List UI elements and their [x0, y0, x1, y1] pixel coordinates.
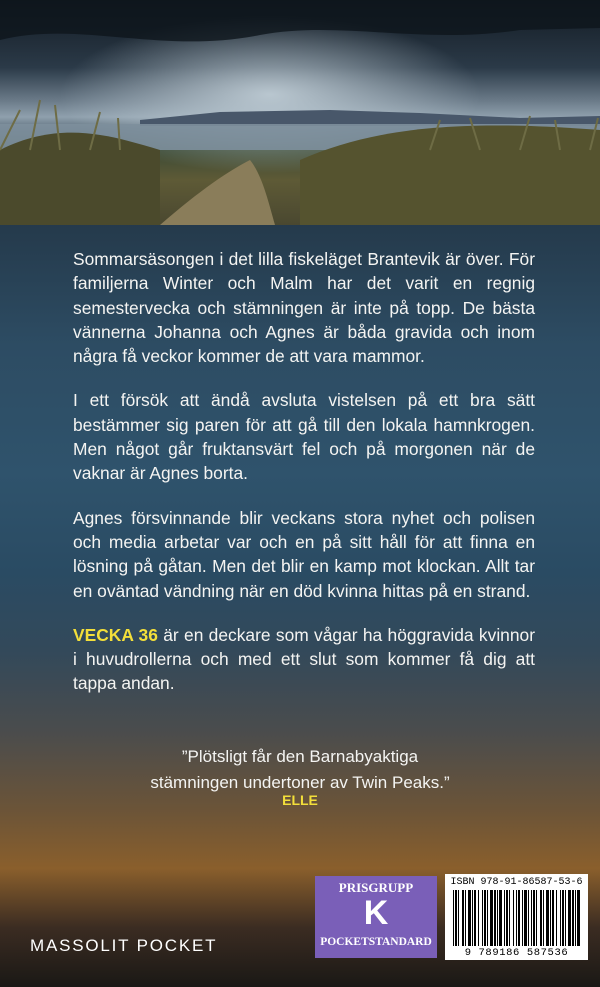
- barcode-icon: [453, 890, 580, 946]
- review-quote-line-1: ”Plötsligt får den Barnabyaktiga: [181, 747, 419, 766]
- isbn-barcode-block: [445, 874, 588, 960]
- landscape-illustration: [0, 0, 600, 225]
- review-source: ELLE: [282, 792, 318, 808]
- isbn-label: ISBN 978-91-86587-53-6: [450, 877, 583, 888]
- publisher-name: MASSOLIT POCKET: [30, 936, 218, 955]
- isbn-digits: 9 789186 587536: [464, 947, 569, 959]
- price-group-label: PRISGRUPP: [338, 880, 414, 895]
- synopsis-paragraph-3: Agnes försvinnande blir veckans stora nyhet och polisen och media arbetar var och en på sitt håll för att finna en lösning på gåtan. Men det blir en kamp mot klockan. Allt tar en oväntad vändning när en död kvinna hittas på en strand.: [73, 507, 535, 601]
- price-group-letter: K: [363, 894, 389, 932]
- synopsis-paragraph-1: Sommarsäsongen i det lilla fiskeläget Brantevik är över. För familjerna Winter och Malm har det varit en regnig semestervecka och stämningen är inte på topp. De bästa vännerna Johanna och Agnes är båda gravida och inom några få veckor kommer de att vara mammor.: [73, 249, 535, 367]
- cover-photo-beach-dunes: [0, 0, 600, 225]
- synopsis-paragraph-4: [73, 623, 535, 696]
- synopsis-paragraph-4-text: är en deckare som vågar ha höggravida kvinnor i huvudrollerna och med ett slut som kommer få dig att tappa andan.: [73, 624, 535, 694]
- review-quote: [100, 744, 500, 796]
- price-group-category: POCKETSTANDARD: [320, 936, 432, 948]
- synopsis: [73, 247, 535, 716]
- synopsis-paragraph-2: I ett försök att ändå avsluta vistelsen på ett bra sätt bestämmer sig paren för att gå till den lokala hamnkrogen. Men något går fruktansvärt fel och på morgonen när de vaknar är Agnes borta.: [73, 390, 535, 484]
- review-quote-line-2: stämningen undertoner av Twin Peaks.”: [150, 773, 450, 792]
- price-group-badge: [315, 876, 437, 958]
- book-title-highlight: VECKA 36: [73, 624, 158, 645]
